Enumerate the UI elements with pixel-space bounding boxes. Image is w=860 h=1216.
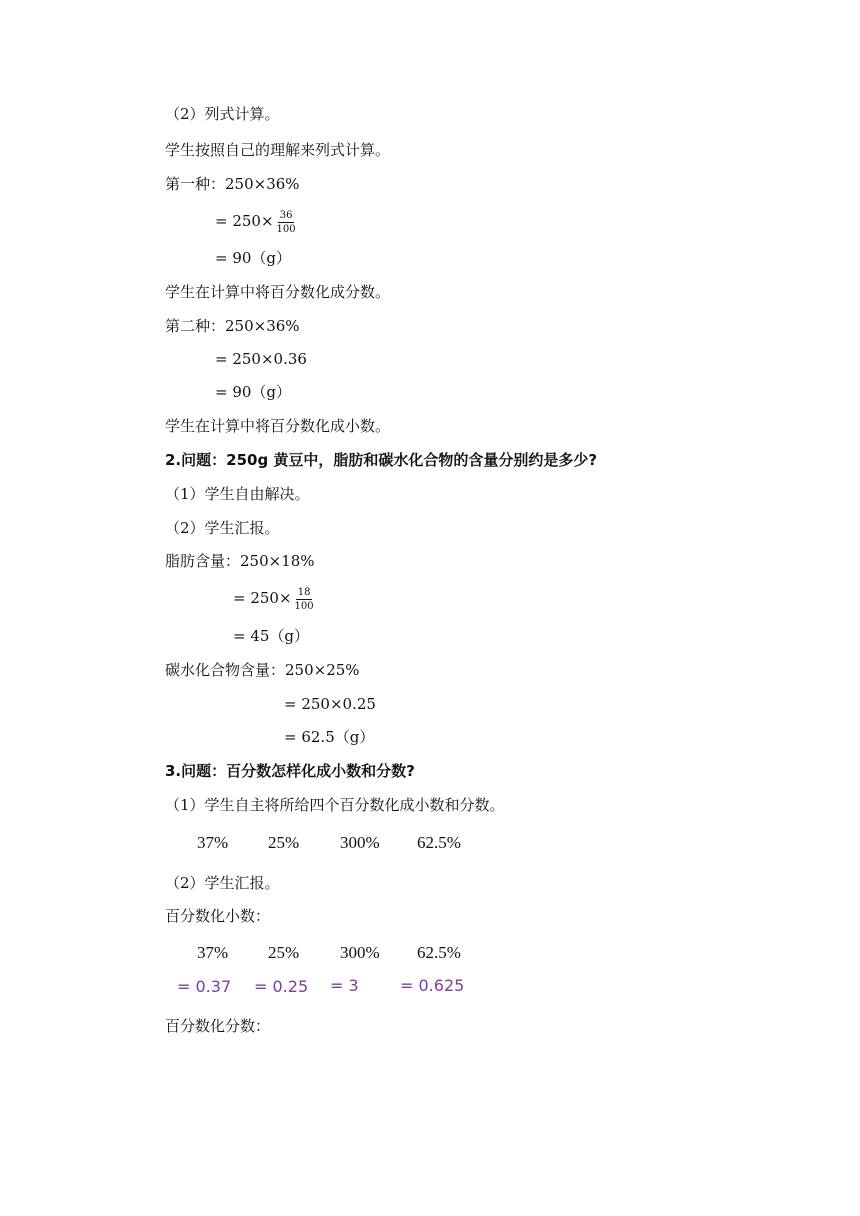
fraction-numerator: 36	[279, 209, 293, 221]
question3-title: 3.问题：百分数怎样化成小数和分数?	[165, 762, 415, 780]
percent-item: 300%	[340, 833, 380, 852]
percent-item: 37%	[197, 943, 229, 962]
decimal-result: = 0.625	[400, 976, 465, 995]
fat-line2-prefix: = 250×	[233, 589, 292, 607]
carb-line2: = 250×0.25	[284, 695, 376, 713]
question2-title: 2.问题：250g 黄豆中，脂肪和碳水化合物的含量分别约是多少?	[165, 451, 598, 469]
method1-line1: 第一种：250×36%	[165, 175, 300, 193]
q3-step1: （1）学生自主将所给四个百分数化成小数和分数。	[165, 796, 505, 814]
fraction	[275, 210, 298, 235]
q3-step2: （2）学生汇报。	[165, 874, 280, 892]
fraction	[293, 587, 316, 612]
to-fraction-label: 百分数化分数：	[165, 1017, 271, 1035]
fraction-denominator: 100	[294, 600, 314, 612]
decimal-result: = 3	[330, 976, 359, 995]
percent-item: 300%	[340, 943, 380, 962]
fat-line1: 脂肪含量：250×18%	[165, 552, 315, 570]
method1-line2-prefix: = 250×	[215, 212, 274, 230]
carb-line1: 碳水化合物含量：250×25%	[165, 661, 360, 679]
method2-line1: 第二种：250×36%	[165, 317, 300, 335]
decimal-result: = 0.25	[254, 977, 309, 996]
method1-line2	[215, 208, 298, 235]
percent-item: 62.5%	[417, 833, 461, 852]
intro-text: 学生按照自己的理解来列式计算。	[165, 141, 391, 159]
q2-step1: （1）学生自由解决。	[165, 485, 310, 503]
method2-note: 学生在计算中将百分数化成小数。	[165, 417, 391, 435]
method2-line3: = 90（g）	[215, 383, 292, 401]
decimal-result: = 0.37	[177, 977, 232, 996]
method1-note: 学生在计算中将百分数化成分数。	[165, 283, 391, 301]
percent-item: 25%	[268, 943, 300, 962]
step2-title: （2）列式计算。	[165, 105, 280, 123]
method1-line3: = 90（g）	[215, 249, 292, 267]
method2-line2: = 250×0.36	[215, 350, 307, 368]
percent-item: 62.5%	[417, 943, 461, 962]
to-decimal-label: 百分数化小数：	[165, 907, 271, 925]
percent-item: 25%	[268, 833, 300, 852]
q2-step2: （2）学生汇报。	[165, 519, 280, 537]
fraction-denominator: 100	[276, 223, 296, 235]
percent-item: 37%	[197, 833, 229, 852]
fraction-numerator: 18	[297, 586, 311, 598]
fat-line3: = 45（g）	[233, 627, 310, 645]
fat-line2	[233, 585, 316, 612]
carb-line3: = 62.5（g）	[284, 728, 375, 746]
